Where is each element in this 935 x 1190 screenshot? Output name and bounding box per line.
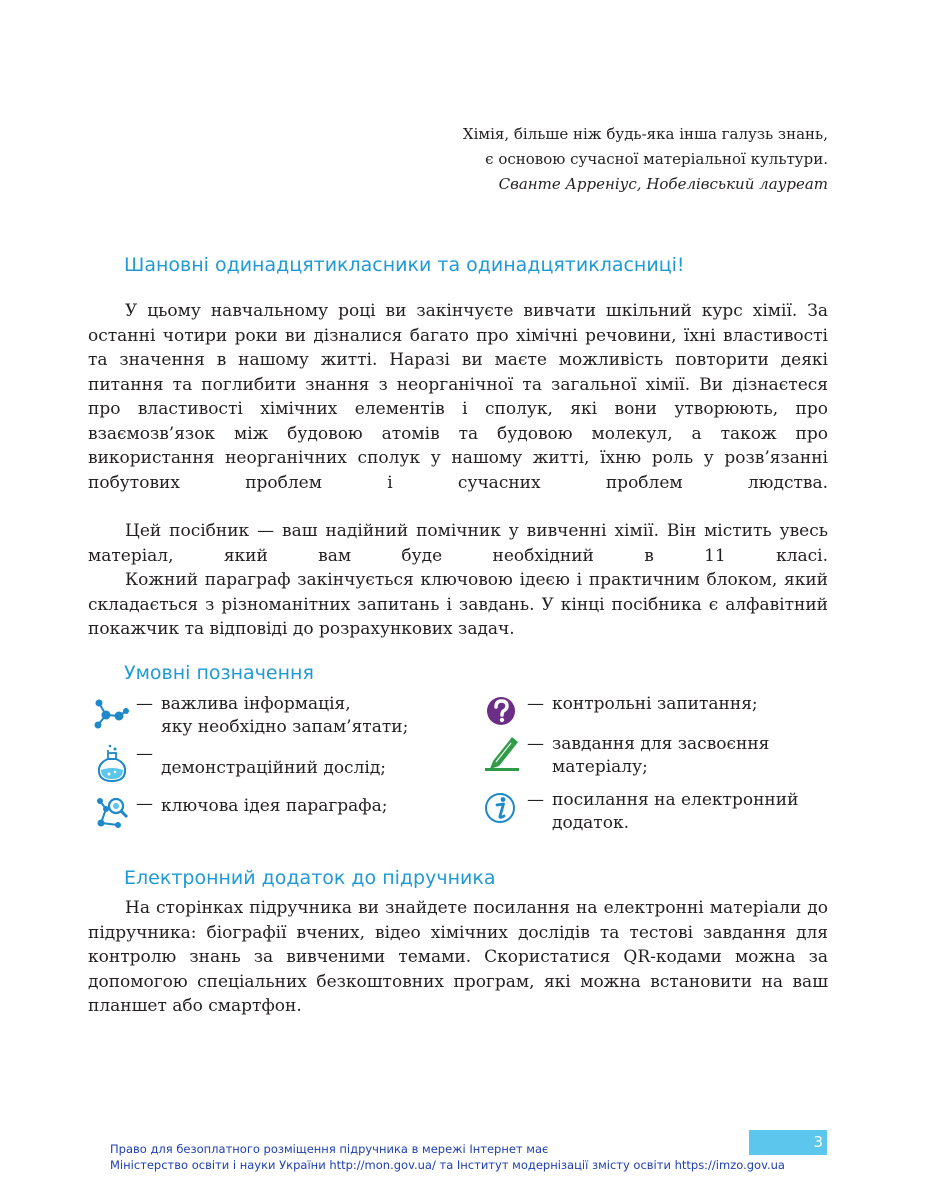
info-icon	[483, 789, 523, 829]
intro-paragraph-2: Цей посібник — ваш надійний помічник у вивченні хімії. Він містить увесь матеріал, який вам буде необхідний в 11 класі.	[88, 521, 828, 566]
legend-item-tasks	[483, 733, 769, 779]
legend-item-demo	[92, 743, 386, 783]
legend-text-info: посилання на електронний додаток.	[552, 790, 799, 833]
epigraph	[308, 122, 828, 197]
key-idea-icon	[92, 793, 132, 833]
molecule-icon	[92, 693, 132, 733]
legend-dash: —	[527, 734, 544, 754]
legend-dash: —	[136, 694, 153, 714]
legend-item-key-idea	[92, 793, 387, 833]
epigraph-line-2: є основою сучасної матеріальної культури.	[485, 150, 828, 168]
legend-text-tasks: завдання для засвоєння матеріалу;	[552, 734, 770, 777]
legend-text-key-idea: ключова ідея параграфа;	[161, 796, 388, 816]
greeting-heading: Шановні одинадцятикласники та одинадцятикласниці!	[124, 254, 685, 276]
legend-item-questions	[483, 693, 758, 733]
flask-icon	[92, 743, 132, 783]
footer	[110, 1141, 785, 1173]
legend-heading: Умовні позначення	[124, 662, 314, 684]
legend-item-important	[92, 693, 408, 739]
question-icon	[483, 693, 523, 733]
footer-line-1: Право для безоплатного розміщення підручника в мережі Інтернет має	[110, 1142, 549, 1156]
legend-dash: —	[136, 794, 153, 814]
e-supplement-paragraph: На сторінках підручника ви знайдете посилання на електронні матеріали до підручника: біографії вчених, відео хімічних дослідів та тестові завдання для контролю знань за вивченими темами. Скористатися QR-кодами можна за допомогою спеціальних безкоштовних програм, які можна встановити на ваш планшет або смартфон.	[88, 898, 828, 1016]
intro-paragraph-1: У цьому навчальному році ви закінчуєте вивчати шкільний курс хімії. За останні чотири роки ви дізналися багато про хімічні речовини, їхні властивості та значення в нашому житті. Наразі ви маєте можливість повторити деякі питання та поглибити знання з неорганічної та загальної хімії. Ви дізнаєтеся про властивості хімічних елементів і сполук, які вони утворюють, про взаємозв’язок між будовою атомів та будовою молекул, а також про використання неорганічних сполук у нашому житті, їхню роль у розв’язанні побутових проблем і сучасних проблем людства.	[88, 301, 828, 493]
legend-dash: —	[527, 790, 544, 810]
legend-dash: —	[136, 744, 153, 764]
legend-item-info	[483, 789, 798, 835]
epigraph-author: Сванте Арреніус, Нобелівський лауреат	[498, 175, 828, 193]
page-number: 3	[749, 1130, 827, 1155]
intro-paragraph-3: Кожний параграф закінчується ключовою ідеєю і практичним блоком, який складається з різноманітних запитань і завдань. У кінці посібника є алфавітний покажчик та відповіді до розрахункових задач.	[88, 570, 828, 639]
legend-text-important: важлива інформація, яку необхідно запам’ятати;	[161, 694, 409, 737]
legend-text-demo: демонстраційний дослід;	[161, 758, 387, 778]
legend-text-questions: контрольні запитання;	[552, 694, 758, 714]
footer-line-2: Міністерство освіти і науки України http://mon.gov.ua/ та Інститут модернізації змісту освіти https://imzo.gov.ua	[110, 1158, 785, 1172]
epigraph-line-1: Хімія, більше ніж будь-яка інша галузь знань,	[462, 125, 828, 143]
pencil-icon	[483, 733, 523, 773]
legend-dash: —	[527, 694, 544, 714]
e-supplement-heading: Електронний додаток до підручника	[124, 867, 496, 889]
